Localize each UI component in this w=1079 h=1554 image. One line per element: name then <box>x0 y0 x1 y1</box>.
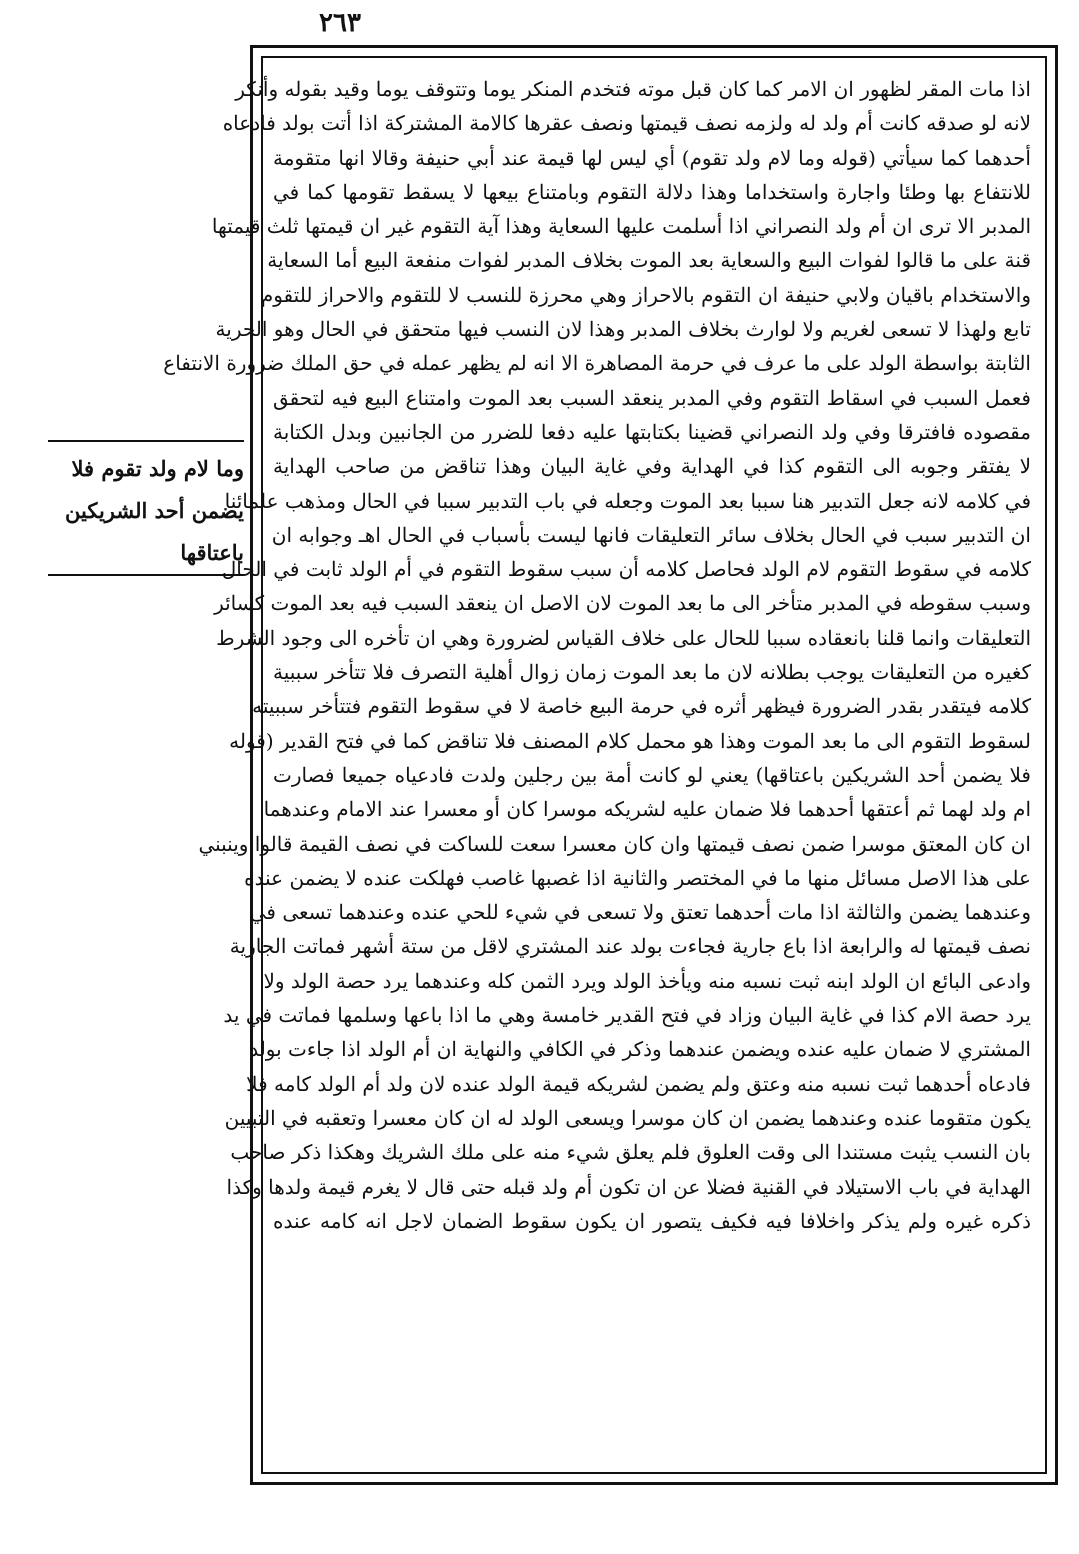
body-line: وسبب سقوطه في المدبر متأخر الى ما بعد الموت لان الاصل ان ينعقد السبب فيه بعد الموت كسائر <box>214 591 1031 616</box>
body-line: نصف قيمتها له والرابعة اذا باع جارية فجاءت بولد عند المشتري لاقل من ستة أشهر فماتت الجارية <box>229 934 1031 959</box>
body-line: كغيره من التعليقات يوجب بطلانه لان ما بعد الموت زمان زوال أهلية التصرف فلا تتأخر سببية <box>273 660 1031 685</box>
body-line: أحدهما كما سيأتي (قوله وما لام ولد تقوم) أي ليس لها قيمة عند أبي حنيفة وقالا انها متقومة <box>273 145 1031 170</box>
body-line: المشتري لا ضمان عليه عنده ويضمن عندهما وذكر في الكافي والنهاية ان أم الولد اذا جاءت بولد <box>249 1037 1031 1062</box>
margin-note-line: باعتاقها <box>180 540 244 565</box>
body-line: الهداية في باب الاستيلاد في القنية فضلا عن ان تكون أم ولد قبله حتى قال لا يغرم قيمة ولدها وكذا <box>226 1174 1031 1199</box>
body-line: ذكره غيره ولم يذكر واخلافا فيه فكيف يتصور ان يكون سقوط الضمان لاجل انه كامه عنده <box>273 1208 1031 1233</box>
body-line: في كلامه لانه جعل التدبير هنا سببا بعد الموت وجعله في باب التدبير سببا في الحال ومذهب علمائنا <box>224 488 1031 513</box>
body-line: يكون متقوما عنده وعندهما يضمن ان كان موسرا ويسعى الولد له ان كان معسرا وتعقبه في التبيين <box>224 1105 1031 1130</box>
body-line: ان التدبير سبب في الحال بخلاف سائر التعليقات فانها ليست بأسباب في الحال اهـ وجوابه ان <box>271 522 1031 547</box>
page-number: ٢٦٣ <box>319 8 361 38</box>
body-line: يرد حصة الام كذا في غاية البيان وزاد في فتح القدير خامسة وهي ما اذا باعها وسلمها فماتت في يد <box>223 1003 1031 1028</box>
body-line: بان النسب يثبت مستندا الى وقت العلوق فلم يعلق شيء منه على ملك الشريك وهكذا ذكر صاحب <box>230 1140 1031 1165</box>
body-line: فعمل السبب في اسقاط التقوم وفي المدبر ينعقد السبب بعد الموت وامتناع البيع فيه لتحقق <box>273 385 1031 410</box>
body-line: الثابتة بواسطة الولد على ما عرف في حرمة المصاهرة الا انه لم يظهر عمله في حق الملك ضرورة الانتفاع <box>163 351 1031 376</box>
body-line: لا يفتقر وجوبه الى التقوم كذا في الهداية وفي غاية البيان وهذا تناقض من صاحب الهداية <box>273 454 1031 479</box>
body-text <box>163 72 1031 1238</box>
body-line: المدبر الا ترى ان أم ولد النصراني اذا أسلمت عليها السعاية وهذا آية التقوم غير ان قيمتها ثلث قيمتها <box>211 214 1031 239</box>
body-line: مقصوده فافترقا وفي ولد النصراني قضينا بكتابتها عليه دفعا للضرر من الجانبين وبدل الكتابة <box>273 419 1031 444</box>
body-line: لانه لو صدقه كانت أم ولد له ولزمه نصف قيمتها ونصف عقرها كالامة المشتركة اذا أتت بولد فادعاه <box>222 111 1031 136</box>
body-line: وادعى البائع ان الولد ابنه ثبت نسبه منه ويأخذ الولد ويرد الثمن كله وعندهما يرد حصة الولد ولا <box>263 968 1031 993</box>
body-line: كلامه فيتقدر بقدر الضرورة فيظهر أثره في حرمة البيع خاصة لا في سقوط التقوم فتتأخر سببيته <box>252 694 1031 719</box>
body-line: كلامه في سقوط التقوم لام الولد فحاصل كلامه أن سبب سقوط التقوم في أم الولد ثابت في الحال <box>221 557 1031 582</box>
body-line: ان كان المعتق موسرا ضمن نصف قيمتها وان كان معسرا سعت للساكت في نصف القيمة قالوا وينبني <box>198 831 1031 856</box>
text-frame <box>163 56 1047 1474</box>
body-line: فادعاه أحدهما ثبت نسبه منه وعتق ولم يضمن لشريكه قيمة الولد عنده لان ولد أم الولد كامه فلا <box>246 1071 1031 1096</box>
body-line: ام ولد لهما ثم أعتقها أحدهما فلا ضمان عليه لشريكه موسرا كان أو معسرا عند الامام وعندهما <box>263 797 1031 822</box>
body-line: لسقوط التقوم الى ما بعد الموت وهذا هو محمل كلام المصنف فلا تناقض كما في فتح القدير (قوله <box>229 728 1031 753</box>
body-line: والاستخدام باقيان ولابي حنيفة ان التقوم بالاحراز وهي محرزة للنسب لا للتقوم والاحراز للتقوم <box>260 282 1031 307</box>
body-line: التعليقات وانما قلنا بانعقاده سببا للحال على خلاف القياس لضرورة وهي ان تأخره الى وجود الشرط <box>216 625 1031 650</box>
margin-note-line: يضمن أحد الشريكين <box>65 498 244 523</box>
body-line: وعندهما يضمن والثالثة اذا مات أحدهما تعتق ولا تسعى في شيء للحي عنده وعندهما تسعى في <box>249 900 1031 925</box>
body-line: على هذا الاصل مسائل منها ما في المختصر والثانية اذا غصبها غاصب فهلكت عنده لا يضمن عنده <box>244 865 1031 890</box>
body-line: فلا يضمن أحد الشريكين باعتاقها) يعني لو كانت أمة بين رجلين ولدت فادعياه جميعا فصارت <box>273 762 1031 787</box>
margin-note-bottom-rule <box>48 574 244 576</box>
margin-note <box>48 448 244 574</box>
body-line: للانتفاع بها وطئا واجارة واستخداما وهذا دلالة التقوم وبامتناع بيعها لا يسقط تقومها كما في <box>273 179 1031 204</box>
margin-note-top-rule <box>48 440 244 442</box>
body-line: تابع ولهذا لا تسعى لغريم ولا لوارث بخلاف المدبر وهذا لان النسب فيها متحقق في الحال وهو الحرية <box>215 317 1031 342</box>
margin-note-line: وما لام ولد تقوم فلا <box>71 456 244 481</box>
body-line: قنة على ما قالوا لفوات البيع والسعاية بعد الموت بخلاف المدبر لفوات منفعة البيع أما السعاية <box>267 248 1031 273</box>
body-line: اذا مات المقر لظهور ان الامر كما كان قبل موته فتخدم المنكر يوما وتتوقف يوما وقيد بقوله وأنكر <box>235 77 1031 101</box>
